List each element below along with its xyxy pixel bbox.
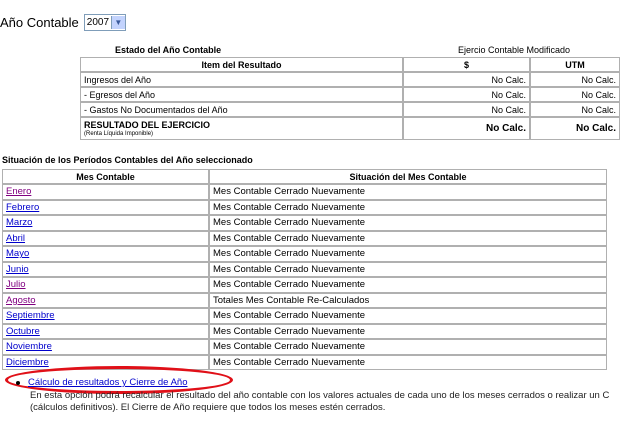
header-utm: UTM bbox=[530, 57, 620, 72]
month-status: Mes Contable Cerrado Nuevamente bbox=[209, 277, 607, 293]
month-status: Mes Contable Cerrado Nuevamente bbox=[209, 339, 607, 355]
month-link[interactable]: Diciembre bbox=[6, 356, 49, 368]
month-status: Mes Contable Cerrado Nuevamente bbox=[209, 215, 607, 231]
month-status: Mes Contable Cerrado Nuevamente bbox=[209, 246, 607, 262]
month-cell bbox=[2, 200, 209, 216]
month-row bbox=[2, 339, 607, 355]
month-cell bbox=[2, 246, 209, 262]
month-link[interactable]: Noviembre bbox=[6, 341, 52, 353]
header-situacion: Situación del Mes Contable bbox=[209, 169, 607, 184]
month-link[interactable]: Agosto bbox=[6, 294, 36, 306]
month-status: Mes Contable Cerrado Nuevamente bbox=[209, 231, 607, 247]
month-status: Mes Contable Cerrado Nuevamente bbox=[209, 308, 607, 324]
year-select[interactable] bbox=[84, 14, 126, 31]
month-row bbox=[2, 184, 607, 200]
result-pesos: No Calc. bbox=[403, 87, 530, 102]
month-row bbox=[2, 246, 607, 262]
result-pesos: No Calc. bbox=[403, 102, 530, 117]
description-line-1: En esta opción podrá recalcular el resultado del año contable con los valores actuales de cada uno de los meses cerrados o realizar un C bbox=[30, 390, 610, 401]
month-cell bbox=[2, 184, 209, 200]
result-final-label-cell bbox=[80, 117, 403, 140]
month-cell bbox=[2, 308, 209, 324]
month-link[interactable]: Marzo bbox=[6, 217, 33, 229]
month-row bbox=[2, 277, 607, 293]
month-row bbox=[2, 215, 607, 231]
month-cell bbox=[2, 339, 209, 355]
month-link[interactable]: Mayo bbox=[6, 248, 30, 260]
month-cell bbox=[2, 215, 209, 231]
month-status: Totales Mes Contable Re-Calculados bbox=[209, 293, 607, 309]
result-row bbox=[80, 72, 620, 87]
month-link[interactable]: Abril bbox=[6, 232, 26, 244]
result-final-utm: No Calc. bbox=[530, 117, 620, 140]
month-link[interactable]: Julio bbox=[6, 279, 26, 291]
year-select-value: 2007 bbox=[86, 16, 110, 28]
month-link[interactable]: Septiembre bbox=[6, 310, 55, 322]
result-pesos: No Calc. bbox=[403, 72, 530, 87]
month-status: Mes Contable Cerrado Nuevamente bbox=[209, 355, 607, 371]
result-final-pesos: No Calc. bbox=[403, 117, 530, 140]
year-selector-row bbox=[0, 13, 126, 31]
result-row bbox=[80, 102, 620, 117]
result-row bbox=[80, 87, 620, 102]
header-mes: Mes Contable bbox=[2, 169, 209, 184]
month-cell bbox=[2, 231, 209, 247]
month-cell bbox=[2, 293, 209, 309]
calculo-item bbox=[16, 377, 187, 388]
bullet-icon bbox=[16, 381, 20, 385]
month-status: Mes Contable Cerrado Nuevamente bbox=[209, 200, 607, 216]
month-row bbox=[2, 324, 607, 340]
month-row bbox=[2, 200, 607, 216]
estado-modified: Ejercio Contable Modificado bbox=[458, 45, 571, 55]
month-status: Mes Contable Cerrado Nuevamente bbox=[209, 262, 607, 278]
result-utm: No Calc. bbox=[530, 72, 620, 87]
month-link[interactable]: Enero bbox=[6, 186, 32, 198]
situacion-title: Situación de los Períodos Contables del Año seleccionado bbox=[2, 155, 253, 165]
result-item: Ingresos del Año bbox=[80, 72, 403, 87]
month-row bbox=[2, 293, 607, 309]
result-utm: No Calc. bbox=[530, 87, 620, 102]
month-link[interactable]: Octubre bbox=[6, 325, 40, 337]
month-row bbox=[2, 262, 607, 278]
month-row bbox=[2, 308, 607, 324]
month-cell bbox=[2, 262, 209, 278]
month-link[interactable]: Febrero bbox=[6, 201, 40, 213]
month-cell bbox=[2, 277, 209, 293]
header-item: Item del Resultado bbox=[80, 57, 403, 72]
months-table bbox=[2, 169, 607, 370]
year-label: Año Contable bbox=[0, 14, 79, 30]
month-cell bbox=[2, 324, 209, 340]
results-table bbox=[80, 57, 620, 140]
month-link[interactable]: Junio bbox=[6, 263, 29, 275]
result-item: - Egresos del Año bbox=[80, 87, 403, 102]
header-pesos: $ bbox=[403, 57, 530, 72]
estado-title: Estado del Año Contable bbox=[115, 45, 222, 55]
chevron-down-icon[interactable]: ▼ bbox=[111, 16, 125, 29]
result-final-sublabel: (Renta Líquida Imponible) bbox=[84, 130, 154, 137]
result-utm: No Calc. bbox=[530, 102, 620, 117]
month-row bbox=[2, 231, 607, 247]
month-status: Mes Contable Cerrado Nuevamente bbox=[209, 324, 607, 340]
description-line-2: (cálculos definitivos). El Cierre de Año requiere que todos los meses estén cerrados. bbox=[30, 402, 386, 413]
result-item: - Gastos No Documentados del Año bbox=[80, 102, 403, 117]
calculo-link[interactable]: Cálculo de resultados y Cierre de Año bbox=[28, 377, 188, 388]
result-final-row bbox=[80, 117, 620, 140]
month-status: Mes Contable Cerrado Nuevamente bbox=[209, 184, 607, 200]
result-final-label: RESULTADO DEL EJERCICIO bbox=[84, 119, 211, 130]
calculo-description bbox=[30, 390, 630, 414]
